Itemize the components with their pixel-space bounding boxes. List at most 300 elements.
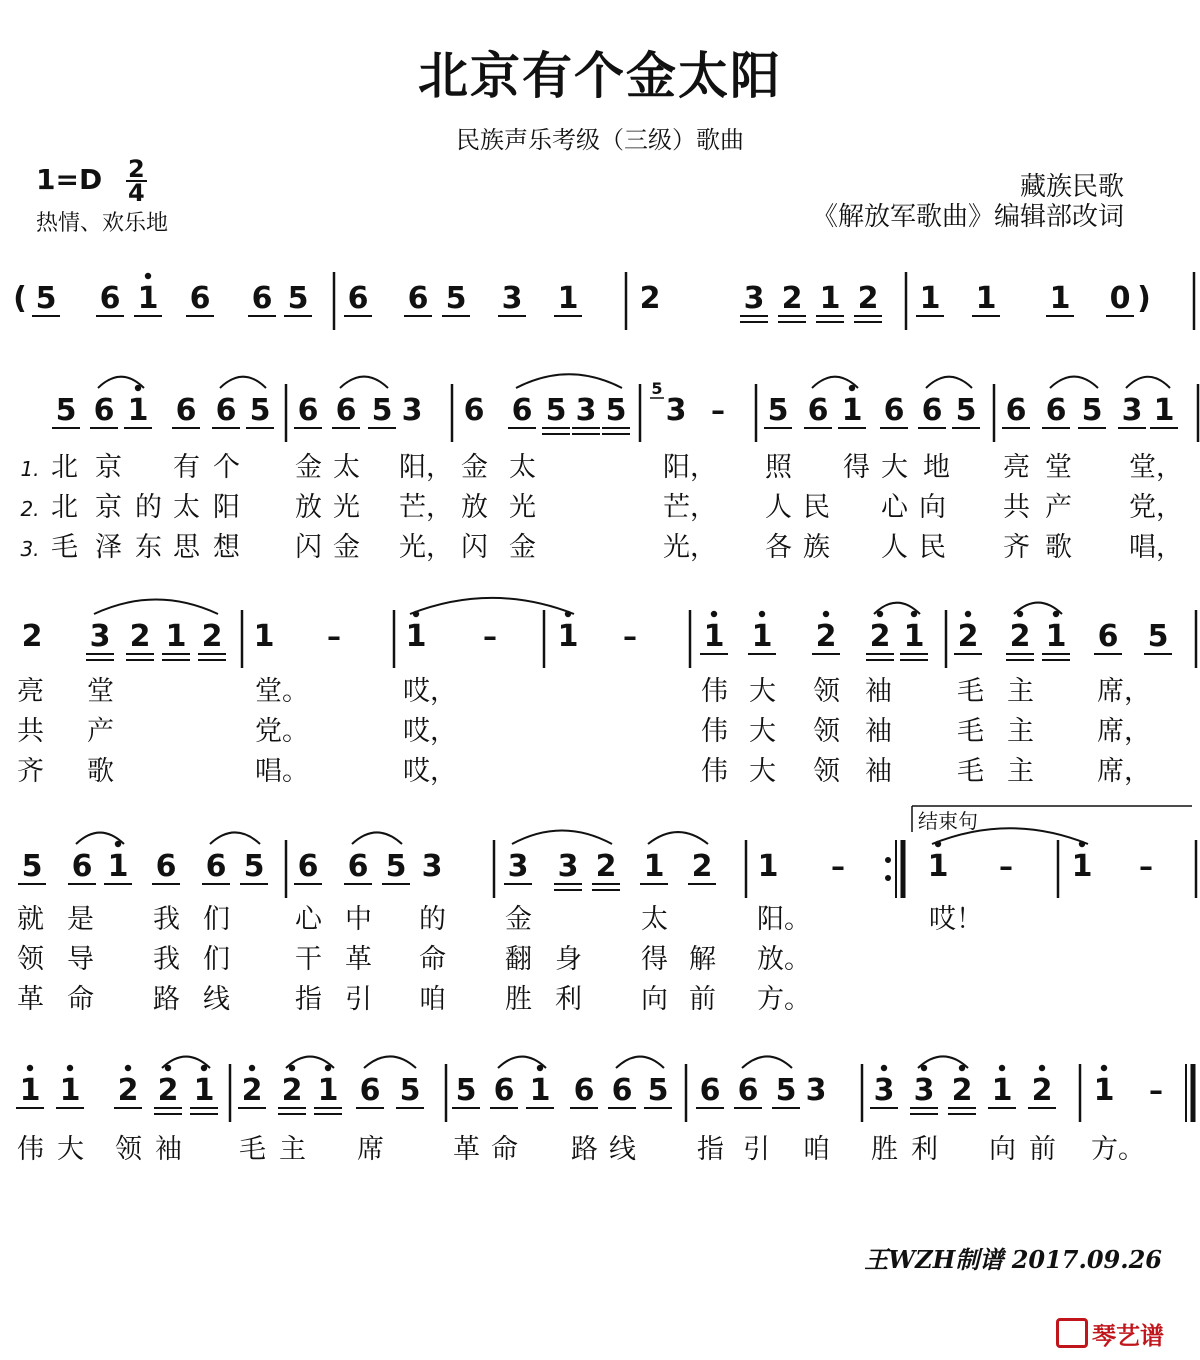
ending-label: 结束句 [918,809,978,833]
lyric-word: 哎， [403,716,457,747]
note: 6 [347,281,369,316]
score-title: 北京有个金太阳 [418,47,782,105]
lyric-word: 闪 [461,532,488,563]
sustain-dash: – [327,620,341,653]
lyric-word: 袖 [865,716,892,747]
note: 1 [557,281,579,316]
tie-arc [1126,377,1170,388]
note: 2 [21,619,43,654]
lyric-word: 泽 [95,532,122,563]
note: 5 [545,393,567,428]
note: 1 [165,619,187,654]
lyric-word: 主 [1007,676,1034,707]
octave-dot [999,1065,1005,1071]
note: 6 [99,281,121,316]
lyric-word: 齐 [17,756,44,787]
note: 6 [737,1073,759,1108]
note: 3 [421,849,443,884]
octave-dot [711,611,717,617]
lyric-word: 金 [333,532,360,563]
octave-dot [823,611,829,617]
note: 6 [71,849,93,884]
lyric-word: 引 [345,984,372,1015]
note: 2 [241,1073,263,1108]
lyric-word: 领 [813,676,840,707]
lyric-word: 路 [571,1134,598,1165]
lyric-word: 革 [345,944,372,975]
lyric-word: 民 [803,492,830,523]
tie-arc [210,832,260,844]
sustain-dash: – [831,850,845,883]
lyric-word: 产 [1045,492,1072,523]
lyric-word: 胜 [871,1134,898,1165]
note: 2 [869,619,891,654]
lyric-word: 毛 [239,1134,266,1165]
octave-dot [1039,1065,1045,1071]
note: 1 [59,1073,81,1108]
lyric-word: 前 [689,984,716,1015]
note: 1 [529,1073,551,1108]
note: 3 [1121,393,1143,428]
lyric-word: 堂 [1045,452,1072,483]
lyric-word: 路 [153,984,180,1015]
lyric-word: 京 [95,492,122,523]
lyric-word: 歌 [1045,532,1072,563]
lyric-word: 革 [17,984,44,1015]
note: 5 [1081,393,1103,428]
note: 1 [1153,393,1175,428]
lyric-word: 亮 [1003,452,1030,483]
note: 5 [399,1073,421,1108]
lyric-word: 线 [609,1134,636,1165]
note: 1 [757,849,779,884]
note: 5 [249,393,271,428]
lyric-word: 各 [765,532,792,563]
lyric-word: 毛 [957,756,984,787]
lyric-word: 身 [555,944,582,975]
lyric-word: 金 [295,452,322,483]
note: 6 [215,393,237,428]
note: 5 [55,393,77,428]
note: 1 [751,619,773,654]
sustain-dash: – [1149,1074,1163,1107]
sustain-dash: – [483,620,497,653]
grace-note: 5 [651,379,663,398]
octave-dot [125,1065,131,1071]
time-bottom: 4 [127,179,145,207]
lyric-word: 咱 [419,984,446,1015]
octave-dot [759,611,765,617]
lyric-word: 的 [419,904,446,935]
note: 6 [699,1073,721,1108]
lyric-word: 唱， [1129,532,1183,563]
octave-dot [145,273,151,279]
lyric-word: 领 [17,944,44,975]
lyric-word: 放。 [757,944,811,975]
note: 5 [385,849,407,884]
lyric-word: 想 [213,532,240,563]
lyric-word: 大 [881,452,908,483]
note: 6 [189,281,211,316]
lyric-word: 伟 [701,756,728,787]
tie-arc [364,1056,416,1068]
credit-lyrics: 《解放军歌曲》编辑部改词 [811,202,1124,232]
lyric-word: 袖 [865,756,892,787]
lyric-word: 毛 [51,532,78,563]
note: 1 [975,281,997,316]
lyric-word: 思 [173,532,200,563]
note: 2 [639,281,661,316]
lyric-word: 阳， [399,452,453,483]
note: 1 [193,1073,215,1108]
lyric-word: 方。 [1091,1134,1145,1165]
note: 5 [371,393,393,428]
lyric-word: 芒， [399,492,453,523]
note: 1 [819,281,841,316]
lyric-word: 向 [989,1134,1016,1165]
lyric-word: 堂， [1129,452,1183,483]
tie-arc [220,377,266,388]
lyric-word: 中 [345,904,372,935]
note: 5 [955,393,977,428]
sustain-dash: – [623,620,637,653]
lyric-word: 放 [461,492,488,523]
lyric-word: 京 [95,452,122,483]
lyric-word: 金 [509,532,536,563]
note: 2 [951,1073,973,1108]
lyric-word: 大 [57,1134,84,1165]
lyric-word: 太 [509,452,536,483]
lyric-word: 人 [881,532,908,563]
note: 6 [463,393,485,428]
note: 3 [89,619,111,654]
score-subtitle: 民族声乐考级（三级）歌曲 [456,126,744,154]
lyric-word: 主 [279,1134,306,1165]
lyric-word: 翻 [505,944,532,975]
lyric-word: 堂。 [255,676,309,707]
sustain-dash: – [999,850,1013,883]
note: 1 [253,619,275,654]
lyric-word: 前 [1029,1134,1056,1165]
lyric-word: 东 [135,532,162,563]
lyric-word: 得 [843,452,870,483]
note: 5 [35,281,57,316]
lyric-word: 袖 [155,1134,182,1165]
note: 2 [201,619,223,654]
note: 6 [1097,619,1119,654]
lyric-word: 席 [357,1134,384,1165]
note: 5 [455,1073,477,1108]
lyric-word: 胜 [505,984,532,1015]
note: 1 [317,1073,339,1108]
note: 2 [781,281,803,316]
logo-text: 琴艺谱 [1092,1322,1164,1350]
lyric-word: 大 [749,756,776,787]
lyric-word: 齐 [1003,532,1030,563]
lyric-word: 党， [1129,492,1183,523]
lyric-word: 阳 [213,492,240,523]
tie-arc [94,600,218,614]
note: 1 [107,849,129,884]
lyric-word: 阳， [663,452,717,483]
note: 3 [873,1073,895,1108]
note: 6 [407,281,429,316]
note: 6 [297,849,319,884]
lyric-word: 太 [333,452,360,483]
lyric-word: 哎， [403,756,457,787]
note: 2 [117,1073,139,1108]
lyric-word: 是 [67,904,94,935]
note: 5 [445,281,467,316]
lyric-word: 人 [765,492,792,523]
lyric-word: 我 [153,904,180,935]
note: 6 [205,849,227,884]
note: 1 [841,393,863,428]
octave-dot [249,1065,255,1071]
lyric-word: 的 [135,492,162,523]
lyric-word: 地 [923,452,950,483]
lyric-word: 有 [173,452,200,483]
note: 1 [1045,619,1067,654]
lyric-word: 干 [295,944,322,975]
lyric-word: 毛 [957,676,984,707]
lyric-word: 指 [295,984,322,1015]
note: 6 [493,1073,515,1108]
note: 2 [857,281,879,316]
note: 6 [511,393,533,428]
logo-icon [1056,1318,1088,1348]
note: 1 [703,619,725,654]
bracket: ( [13,281,27,316]
note: 6 [611,1073,633,1108]
octave-dot [965,611,971,617]
note: 6 [251,281,273,316]
note: 5 [775,1073,797,1108]
bracket: ) [1137,281,1151,316]
lyric-word: 光 [509,492,536,523]
note: 5 [21,849,43,884]
note: 1 [137,281,159,316]
note: 3 [401,393,423,428]
lyric-word: 向 [919,492,946,523]
tie-arc [742,1056,792,1068]
lyric-word: 命 [419,944,446,975]
note: 2 [157,1073,179,1108]
lyric-word: 引 [743,1134,770,1165]
lyric-word: 伟 [701,676,728,707]
key-text: 1=D [36,163,103,196]
tie-arc [1050,377,1098,388]
lyric-word: 照 [765,452,792,483]
lyric-word: 命 [67,984,94,1015]
lyric-word: 哎！ [929,904,983,935]
note: 1 [903,619,925,654]
lyric-word: 心 [881,492,908,523]
note: 1 [557,619,579,654]
note: 6 [359,1073,381,1108]
lyric-word: 们 [203,944,230,975]
note: 1 [927,849,949,884]
tie-arc [512,830,612,844]
note: 3 [575,393,597,428]
lyric-word: 民 [919,532,946,563]
lyric-word: 光， [399,532,453,563]
note: 3 [805,1073,827,1108]
octave-dot [27,1065,33,1071]
verse-number: 1. [20,457,40,481]
octave-dot [1101,1065,1107,1071]
credit-origin: 藏族民歌 [1019,172,1124,202]
time-top: 2 [127,155,145,183]
tie-arc [410,598,574,614]
lyric-word: 毛 [957,716,984,747]
octave-dot [67,1065,73,1071]
note: 3 [665,393,687,428]
lyric-word: 北 [51,492,78,523]
note: 1 [405,619,427,654]
lyric-word: 咱 [803,1134,830,1165]
lyric-word: 方。 [757,984,811,1015]
repeat-dot [885,875,891,881]
note: 3 [913,1073,935,1108]
note: 6 [921,393,943,428]
lyric-word: 利 [555,984,582,1015]
note: 2 [129,619,151,654]
lyric-word: 袖 [865,676,892,707]
lyric-word: 席， [1097,716,1151,747]
lyric-word: 族 [803,532,830,563]
note: 6 [297,393,319,428]
lyric-word: 心 [295,904,322,935]
note: 3 [557,849,579,884]
note: 6 [93,393,115,428]
lyric-word: 闪 [295,532,322,563]
lyric-word: 解 [689,944,716,975]
note: 6 [335,393,357,428]
tie-arc [926,377,972,388]
lyric-word: 亮 [17,676,44,707]
note: 5 [605,393,627,428]
lyric-word: 领 [813,756,840,787]
note: 5 [287,281,309,316]
lyric-word: 放 [295,492,322,523]
note: 1 [127,393,149,428]
note: 5 [647,1073,669,1108]
tie-arc [352,832,402,844]
lyric-word: 利 [911,1134,938,1165]
repeat-dot [885,857,891,863]
lyric-word: 导 [67,944,94,975]
lyric-word: 指 [697,1134,724,1165]
sustain-dash: – [1139,850,1153,883]
verse-number: 2. [20,497,40,521]
note: 1 [1071,849,1093,884]
lyric-word: 共 [1003,492,1030,523]
note: 5 [1147,619,1169,654]
lyric-word: 光 [333,492,360,523]
lyric-word: 伟 [17,1134,44,1165]
sustain-dash: – [711,394,725,427]
lyric-word: 向 [641,984,668,1015]
tempo-marking: 热情、欢乐地 [36,211,169,236]
note: 1 [1049,281,1071,316]
lyric-word: 席， [1097,676,1151,707]
lyric-word: 芒， [663,492,717,523]
lyric-word: 主 [1007,716,1034,747]
note: 1 [19,1073,41,1108]
lyric-word: 主 [1007,756,1034,787]
verse-number: 3. [20,537,40,561]
note: 6 [1005,393,1027,428]
lyric-word: 党。 [255,716,309,747]
lyric-word: 北 [51,452,78,483]
lyric-word: 共 [17,716,44,747]
lyric-word: 命 [491,1134,518,1165]
note: 1 [1093,1073,1115,1108]
lyric-word: 歌 [87,756,114,787]
lyric-word: 太 [641,904,668,935]
lyric-word: 太 [173,492,200,523]
lyric-word: 大 [749,716,776,747]
note: 1 [991,1073,1013,1108]
lyric-word: 线 [203,984,230,1015]
note: 2 [957,619,979,654]
note: 6 [155,849,177,884]
note: 6 [1045,393,1067,428]
note: 3 [501,281,523,316]
note: 2 [815,619,837,654]
note: 6 [807,393,829,428]
transcriber-signature: 王WZH制谱 2017.09.26 [864,1245,1162,1274]
lyric-word: 个 [213,452,240,483]
lyric-word: 得 [641,944,668,975]
note: 2 [595,849,617,884]
note: 2 [1031,1073,1053,1108]
note: 6 [883,393,905,428]
tie-arc [648,832,708,844]
note: 2 [691,849,713,884]
lyric-word: 席， [1097,756,1151,787]
lyric-word: 我 [153,944,180,975]
lyric-word: 们 [203,904,230,935]
lyric-word: 金 [461,452,488,483]
octave-dot [881,1065,887,1071]
note: 2 [281,1073,303,1108]
note: 3 [507,849,529,884]
note: 6 [573,1073,595,1108]
lyric-word: 领 [115,1134,142,1165]
note: 1 [919,281,941,316]
lyric-word: 堂 [87,676,114,707]
lyric-word: 产 [87,716,114,747]
lyric-word: 阳。 [757,904,811,935]
lyric-word: 唱。 [255,756,309,787]
site-logo [1056,1316,1164,1351]
note: 3 [743,281,765,316]
tie-arc [516,374,622,388]
lyric-word: 革 [453,1134,480,1165]
note: 1 [643,849,665,884]
lyric-word: 光， [663,532,717,563]
lyric-word: 金 [505,904,532,935]
tie-arc [616,1057,664,1068]
note: 5 [767,393,789,428]
note: 6 [347,849,369,884]
lyric-word: 伟 [701,716,728,747]
note: 6 [175,393,197,428]
note: 2 [1009,619,1031,654]
lyric-word: 大 [749,676,776,707]
